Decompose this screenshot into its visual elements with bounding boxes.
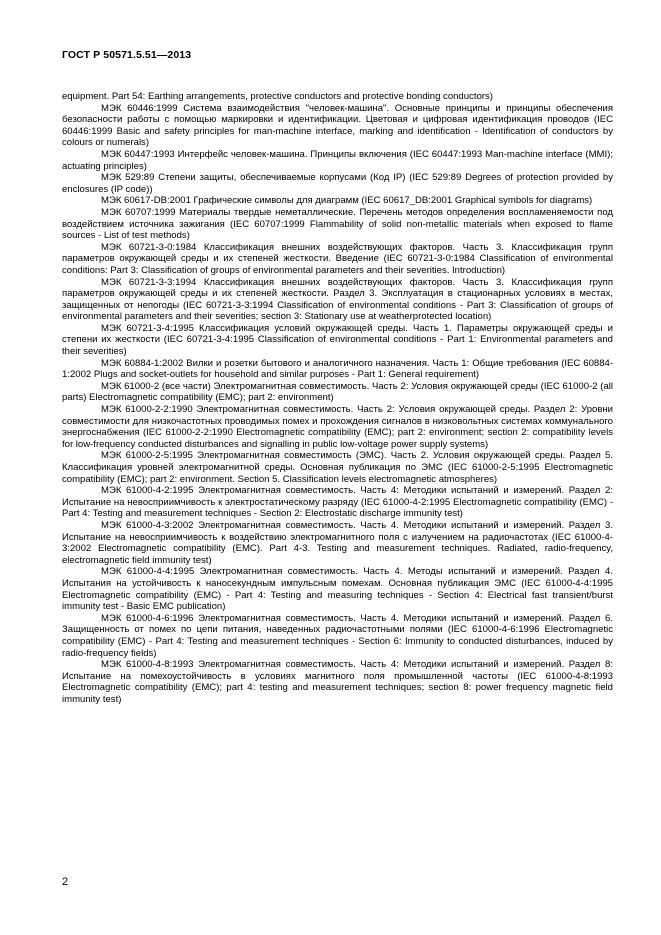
reference-paragraph: МЭК 61000-2 (все части) Электромагнитная совместимость. Часть 2: Условия окружающей среды (IEC 61000-2 (all parts) Electromagnetic compatibility (EMC); part 2: environment) [62,380,613,404]
reference-paragraph: МЭК 60447:1993 Интерфейс человек-машина. Принципы включения (IEC 60447:1993 Man-machine interface (MMI); actuating principles) [62,148,613,172]
reference-paragraph: МЭК 61000-4-8:1993 Электромагнитная совместимость. Часть 4: Методики испытаний и измерений. Раздел 8: Испытание на помехоустойчивость в условиях магнитного поля промышленной частоты (IEC 61000-4-8:1993 Electromagnetic compatibility (EMC); part 4: testing and measurement techniques; section 8: power frequency magnetic field immunity test) [62,659,613,705]
reference-paragraph: МЭК 61000-4-2:1995 Электромагнитная совместимость. Часть 4: Методики испытаний и измерений. Раздел 2: Испытание на невосприимчивость к электростатическому разряду (IEC 61000-4-2:1995 Electromagnetic compatibility (EMC) - Part 4: Testing and measurement techniques - Section 2: Electrostatic discharge immunity test) [62,485,613,520]
reference-paragraph: МЭК 60446:1999 Система взаимодействия "человек-машина". Основные принципы и принципы обеспечения безопасности работы с помощью маркировки и идентификации. Цветовая и цифровая идентификация проводов (IEC 60446:1999 Basic and safety principles for man-machine interface, marking and identification - Identification of conductors by colours or numerals) [62,102,613,149]
reference-paragraph: МЭК 60884-1:2002 Вилки и розетки бытового и аналогичного назначения. Часть 1: Общие требования (IEC 60884-1:2002 Plugs and socket-outlets for household and similar purposes - Part 1: General requirement) [62,357,613,381]
reference-paragraph: МЭК 60707:1999 Материалы твердые неметаллические. Перечень методов определения воспламеняемости под воздействием источника зажигания (IEC 60707:1999 Flammability of solid non-metallic materials when exposed to flame sources - List of test methods) [62,206,613,242]
reference-paragraph: МЭК 60721-3-4:1995 Классификация условий окружающей среды. Часть 1. Параметры окружающей среды и степени их жесткости (IEC 60721-3-4:1995 Classification of environmental conditions - Part 1: Environmental parameters and their severities) [62,322,613,358]
reference-paragraph: МЭК 61000-2-2:1990 Электромагнитная совместимость. Часть 2: Условия окружающей среды. Раздел 2: Уровни совместимости для низкочастотных проводимых помех и прохождения сигналов в низковольтных системах коммунального энергоснабжения (IEC 61000-2-2:1990 Electromagnetic compatibility (EMC); part 2: environment; section 2: compatibility levels for low-frequency conducted disturbances and signalling in public low-voltage power supply systems) [62,404,613,450]
page-number: 2 [62,876,69,888]
reference-paragraph: equipment. Part 54: Earthing arrangements, protective conductors and protective bonding conductors) [62,91,493,102]
reference-paragraph: МЭК 60721-3-3:1994 Классификация внешних воздействующих факторов. Часть 3. Классификация групп параметров окружающей среды и их степеней жесткости. Раздел 3. Эксплуатация в стационарных условиях в местах, защищенных от непогоды (IEC 60721-3-3:1994 Classification of environmental conditions - Part 3: Classification of groups of environmental parameters and their severities; section 3: Stationary use at weatherprotected location) [62,276,613,323]
reference-paragraph: МЭК 529:89 Степени защиты, обеспечиваемые корпусами (Код IP) (IEC 529:89 Degrees of protection provided by enclosures (IP code)) [62,172,613,195]
document-header: ГОСТ Р 50571.5.51—2013 [62,49,192,61]
reference-paragraph: МЭК 61000-4-6:1996 Электромагнитная совместимость. Часть 4. Методики испытаний и измерений. Раздел 6. Защищенность от помех по цепи питания, наведенных радиочастотными полями (IEC 61000-4-6:1996 Electromagnetic compatibility (EMC) - Part 4: Testing and measurement techniques - Section 6: Immunity to conducted disturbances, induced by radio-frequency fields) [62,612,613,659]
reference-paragraph: МЭК 60617-DB:2001 Графические символы для диаграмм (IEC 60617_DB:2001 Graphical symbols for diagrams) [101,195,593,207]
reference-paragraph: МЭК 60721-3-0:1984 Классификация внешних воздействующих факторов. Часть 3. Классификация групп параметров окружающей среды и их степеней жесткости. Введение (IEC 60721-3-0:1984 Classification of environmental conditions: Part 3: Classification of groups of environmental parameters and their severities. Introduction) [62,241,613,276]
reference-paragraph: МЭК 61000-4-3:2002 Электромагнитная совместимость. Часть 4. Методики испытаний и измерений. Раздел 3. Испытание на невосприимчивость к воздействию электромагнитного поля с излучением на радиочастотах (IEC 61000-4-3:2002 Electromagnetic compatibility (EMC). Part 4-3. Testing and measurement techniques. Radiated, radio-frequency, electromagnetic field immunity test) [62,519,613,566]
reference-paragraph: МЭК 61000-2-5:1995 Электромагнитная совместимость (ЭМС). Часть 2. Условия окружающей среды. Раздел 5. Классификация уровней электромагнитной среды. Основная публикация по ЭМС (IEC 61000-2-5:1995 Electromagnetic compatibility (EMC); part 2: environment. Section 5. Classification levels electromagnetic atmospheres) [62,450,613,485]
references-body [62,91,613,705]
reference-paragraph: МЭК 61000-4-4:1995 Электромагнитная совместимость. Часть 4. Методы испытаний и измерений. Раздел 4. Испытания на устойчивость к наносекундным импульсным помехам. Основная публикация ЭМС (IEC 61000-4-4:1995 Electromagnetic compatibility (EMC) - Part 4: Testing and measuring techniques - Section 4: Electrical fast transient/burst immunity test - Basic EMC publication) [62,566,613,613]
